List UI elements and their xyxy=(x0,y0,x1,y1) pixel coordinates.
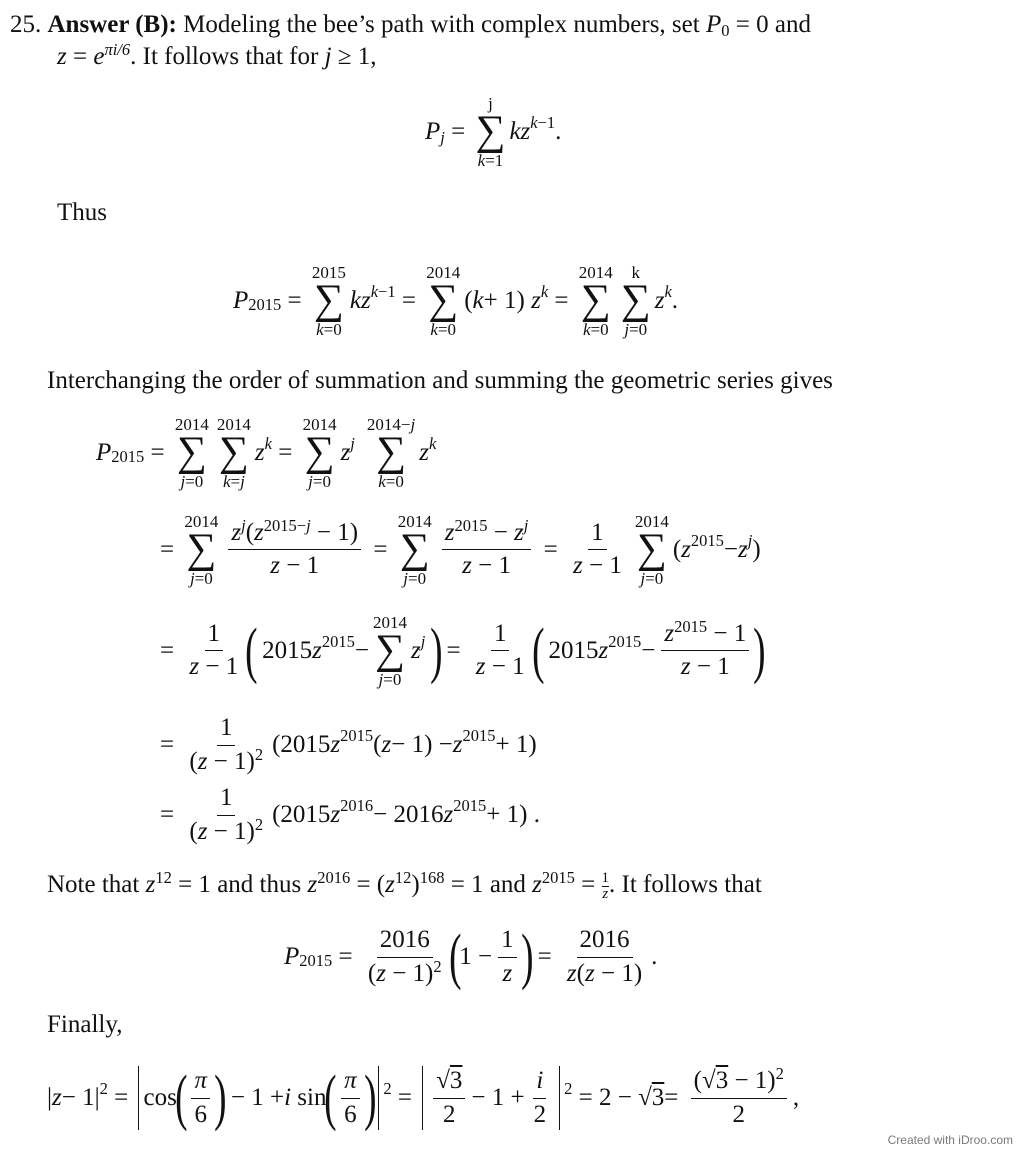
equation-row-1: P $_{2015}$ = 2014 ∑ j=0 2014 ∑ k=j z $^k$ = 2014 ∑ j=0 z $^j$ 2014−j ∑ k=0 z $^k$ xyxy=(96,415,437,491)
equation-pj: $P_j$ = j ∑ k=1 kz $^{k -1}$ . xyxy=(425,94,562,170)
watermark: Created with iDroo.com xyxy=(887,1132,1013,1147)
note-text-a: Note that xyxy=(47,871,140,898)
text-thus: Thus xyxy=(57,199,107,226)
equation-row-5: = $\frac{1}{(z - 1)^2}$ (2015 z $^{2016}$ − 2016 z $^{2015}$ + 1) . xyxy=(160,784,540,845)
equation-final-p2015: P $_{2015}$ = $\frac{2016}{(z - 1)^2}$ ( 1 − $\frac{1}{z}$ ) = $\frac{2016}{z(z - 1)}$ . xyxy=(284,923,658,992)
intro-follows: It follows that for xyxy=(142,43,319,70)
note-text-c: and xyxy=(489,871,526,898)
problem-number: 25. xyxy=(10,11,42,38)
equation-modulus: | z − 1| $^2$ = cos ( $\frac{\pi}{6}$ ) − 1 + i sin ( $\frac{\pi}{6}$ ) $^2$ = $\frac{√3}{2}$ − 1 + $\frac{i}{2}$ $^2$ = 2 − √ 3 = $\frac{(√3 - 1)^2}{2}$ , xyxy=(47,1063,800,1132)
equation-row-4: = $\frac{1}{(z - 1)^2}$ (2015 z $^{2015}$ ( z − 1) − z $^{2015}$ + 1) xyxy=(160,714,537,775)
text-interchange: Interchanging the order of summation and summing the geometric series gives xyxy=(47,367,833,394)
equation-p2015: P $_{2015}$ = 2015 ∑ k=0 kz $^{k -1}$ = 2014 ∑ k=0 ( k + 1) z $^k$ = 2014 ∑ k=0 k ∑ j=0 z $^k$ . xyxy=(233,263,679,339)
equation-row-2: = 2014 ∑ j=0 $\frac{z^j(z^{2015-j} - 1)}{z - 1}$ = 2014 ∑ j=0 $\frac{z^{2015} - z^j}{z - 1}$ = $\frac{1}{z - 1}$ 2014 ∑ j=0 ( z $^{2015}$ − z $^j$ ) xyxy=(160,512,761,588)
text-finally: Finally, xyxy=(47,1011,123,1038)
intro-text: Modeling the bee’s path with complex numbers, set xyxy=(183,11,700,38)
intro-and: and xyxy=(774,11,811,38)
note-text-b: and thus xyxy=(217,871,302,898)
equation-row-3: = $\frac{1}{z - 1}$ ( 2015 z $^{2015}$ − 2014 ∑ j=0 z $^j$ ) = $\frac{1}{z - 1}$ ( 2015 z $^{2015}$ − $\frac{z^{2015} - 1}{z - 1}$ ) xyxy=(160,613,766,689)
intro-line-1: 25. Answer (B): Modeling the bee’s path with complex numbers, set $P_0 = 0$ and xyxy=(10,11,811,41)
note-line: Note that $z^{12} = 1$ and thus $z^{2016} = (z^{12})^{168} = 1$ and $z^{2015}$ = $\frac{1}{z}$ . It follows that xyxy=(47,867,762,902)
note-text-d: It follows that xyxy=(621,871,762,898)
answer-label: Answer (B): xyxy=(47,11,177,38)
intro-line-2: $z = e^{\pi i/6}$. It follows that for j ≥ 1, xyxy=(57,39,377,70)
